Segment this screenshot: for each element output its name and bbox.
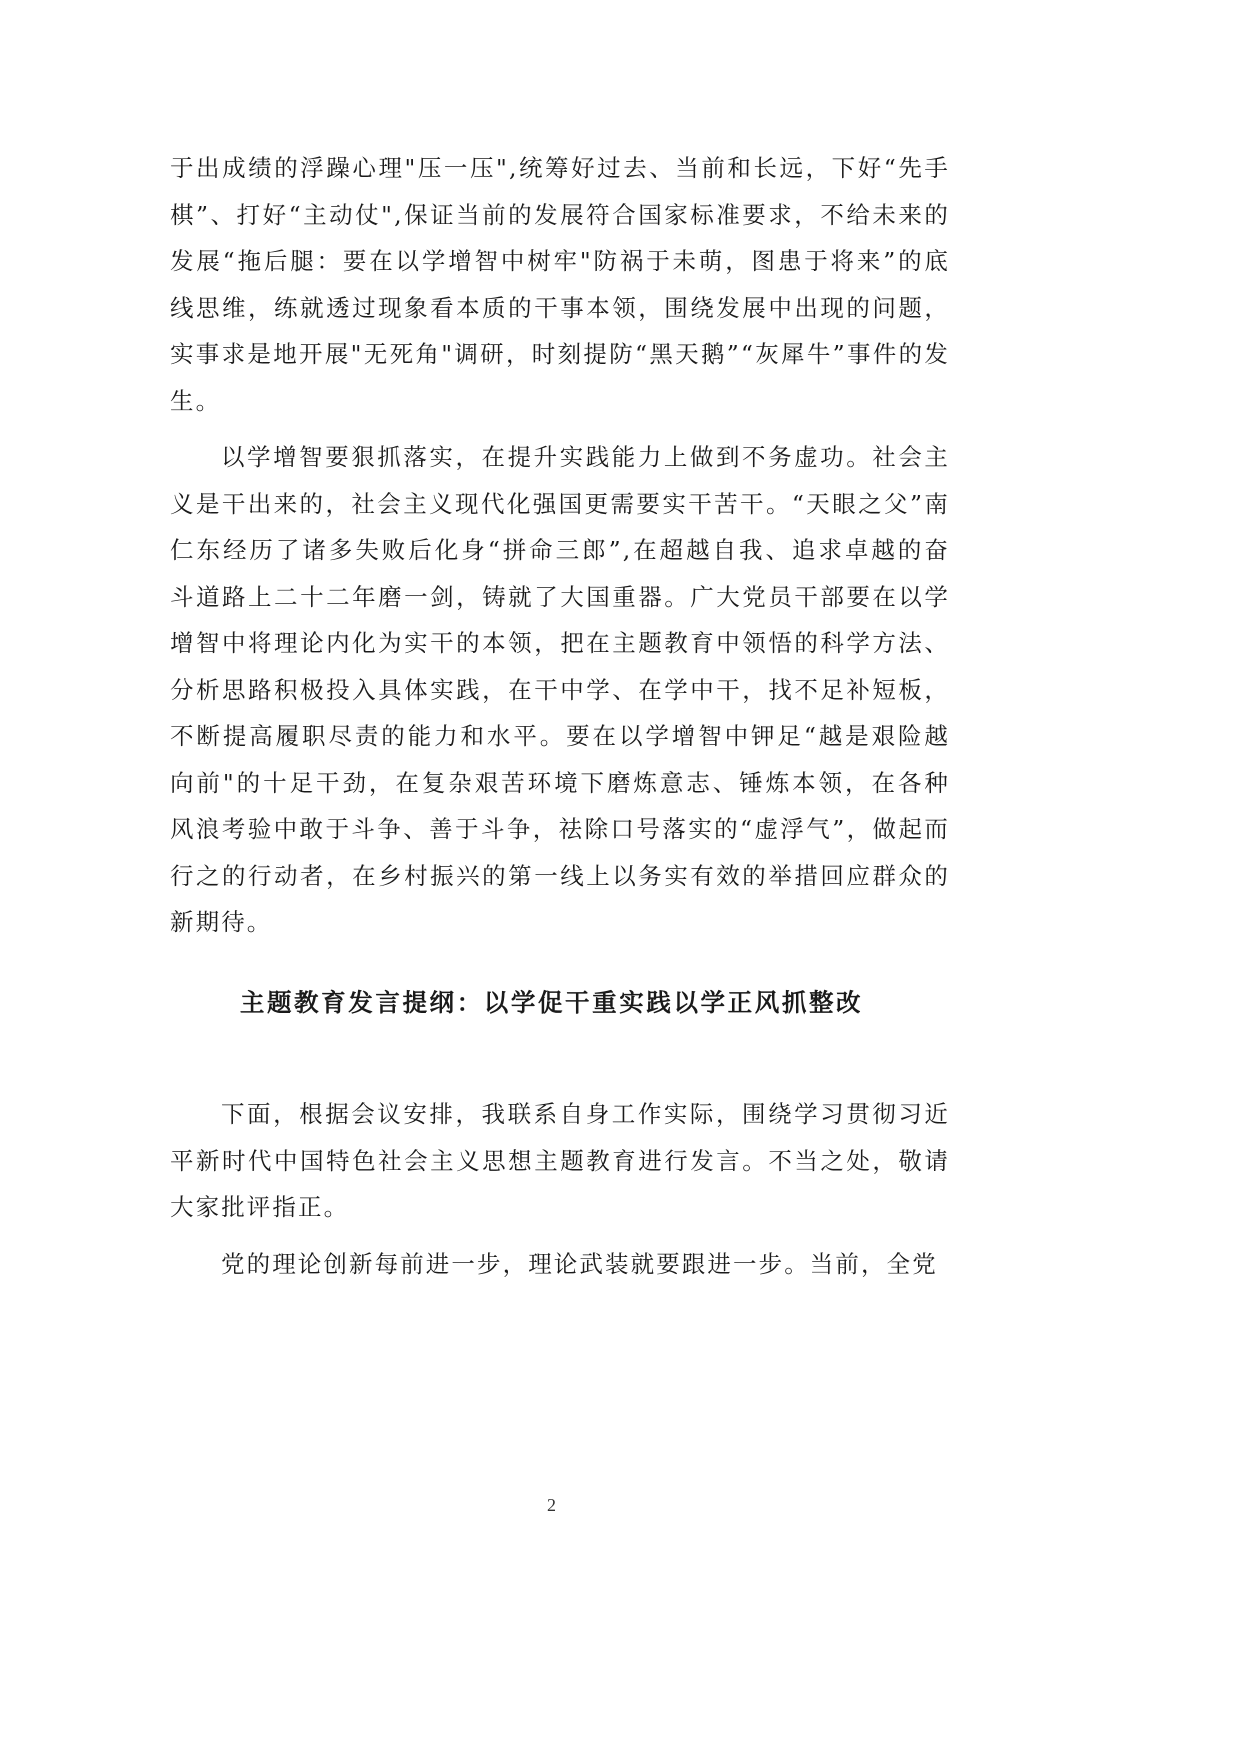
page-number: 2 <box>547 1495 556 1515</box>
body-text-bottom <box>170 1091 950 1287</box>
body-paragraph: 以学增智要狠抓落实，在提升实践能力上做到不务虚功。社会主义是干出来的，社会主义现代化强国更需要实干苦干。“天眼之父”南仁东经历了诸多失败后化身“拼命三郎”,在超越自我、追求卓越的奋斗道路上二十二年磨一剑，铸就了大国重器。广大党员干部要在以学增智中将理论内化为实干的本领，把在主题教育中领悟的科学方法、分析思路积极投入具体实践，在干中学、在学中干，找不足补短板，不断提高履职尽责的能力和水平。要在以学增智中钾足“越是艰险越向前"的十足干劲，在复杂艰苦环境下磨炼意志、锤炼本领，在各种风浪考验中敢于斗争、善于斗争，祛除口号落实的“虚浮气”，做起而行之的行动者，在乡村振兴的第一线上以务实有效的举措回应群众的新期待。 <box>170 443 950 936</box>
section-heading: 主题教育发言提纲：以学促干重实践以学正风抓整改 <box>239 988 864 1017</box>
continuation-paragraph: 于出成绩的浮躁心理"压一压",统筹好过去、当前和长远，下好“先手棋”、打好“主动仗",保证当前的发展符合国家标准要求，不给未来的发展“拖后腿：要在以学增智中树牢"防祸于未萌，图患于将来”的底线思维，练就透过现象看本质的干事本领，围绕发展中出现的问题，实事求是地开展"无死角"调研，时刻提防“黑天鹅”“灰犀牛”事件的发生。 <box>170 154 950 415</box>
body-text-top <box>170 145 950 946</box>
body-paragraph: 党的理论创新每前进一步，理论武装就要跟进一步。当前，全党 <box>221 1249 938 1278</box>
intro-paragraph: 下面，根据会议安排，我联系自身工作实际，围绕学习贯彻习近平新时代中国特色社会主义思想主题教育进行发言。不当之处，敬请大家批评指正。 <box>170 1100 950 1221</box>
